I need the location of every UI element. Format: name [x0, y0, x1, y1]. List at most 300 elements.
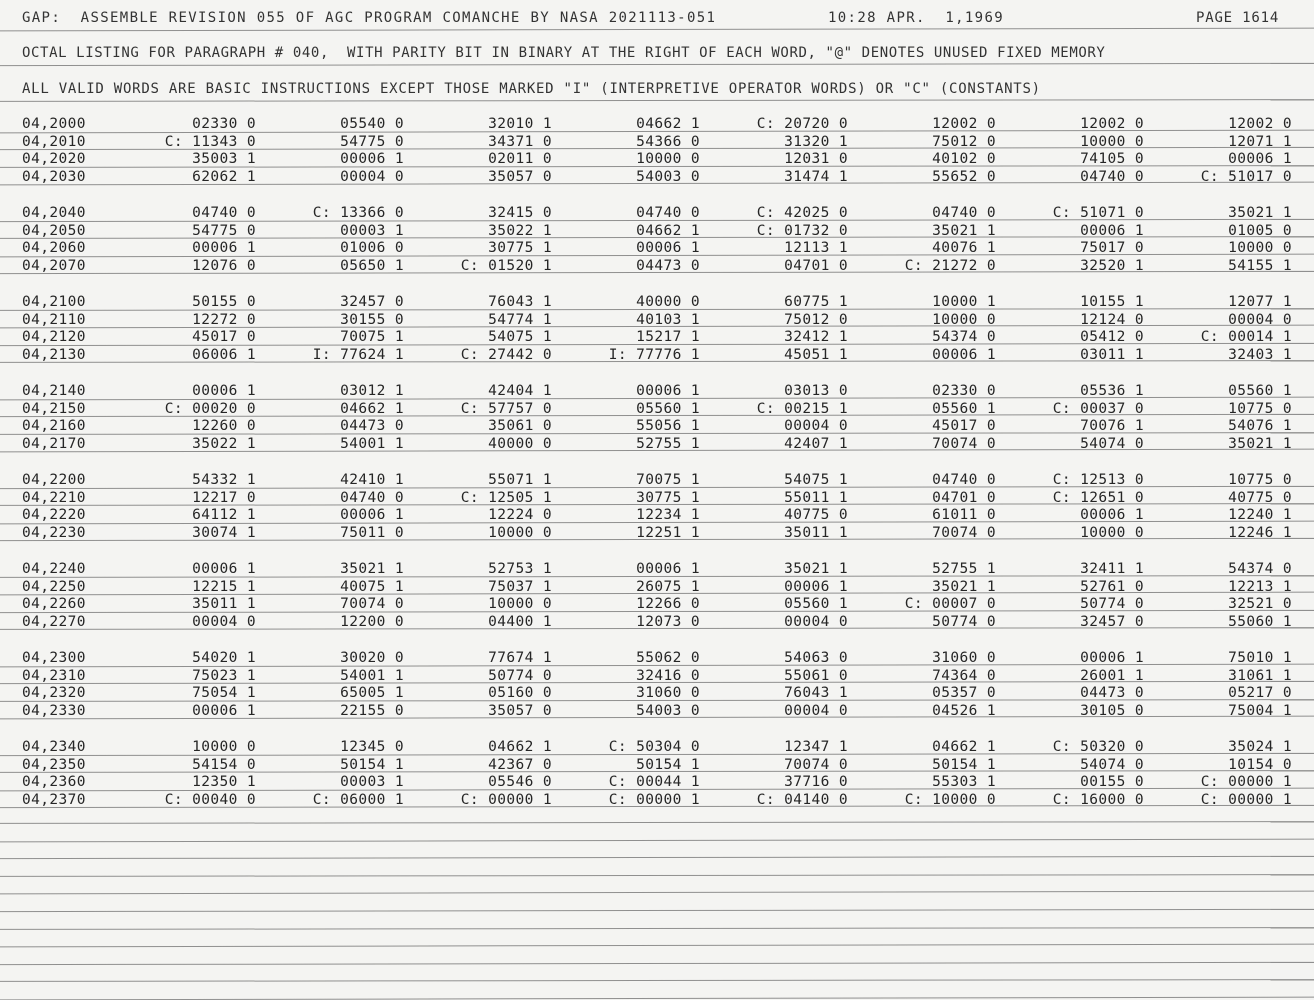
listing-row — [0, 614, 1314, 631]
listing-row — [0, 134, 1314, 151]
octal-word: 12215 1 — [192, 578, 256, 595]
row-address: 04,2260 — [22, 596, 86, 613]
octal-word: 10000 0 — [1080, 133, 1144, 150]
octal-word: 54020 1 — [192, 650, 256, 666]
listing-row — [0, 739, 1314, 756]
header-timestamp: 10:28 APR. 1,1969 — [828, 10, 1005, 26]
octal-word: 32415 0 — [488, 205, 552, 221]
octal-word: 00006 1 — [340, 151, 404, 168]
octal-word: 31474 1 — [784, 168, 848, 185]
octal-word: 03012 1 — [340, 383, 404, 399]
octal-word: 35024 1 — [1228, 739, 1292, 755]
listing-row — [0, 525, 1314, 542]
octal-word: 54374 0 — [1228, 561, 1292, 577]
octal-word: 54332 1 — [192, 472, 256, 488]
row-address: 04,2200 — [22, 472, 86, 488]
octal-word: 55060 1 — [1228, 613, 1292, 630]
octal-word: 04473 0 — [636, 257, 700, 274]
octal-word: 54074 0 — [1080, 435, 1144, 452]
octal-word: 00006 1 — [784, 578, 848, 595]
listing-row — [0, 312, 1314, 329]
octal-word: 32412 1 — [784, 329, 848, 346]
octal-word: 50774 0 — [1080, 596, 1144, 613]
octal-word: 00006 1 — [192, 383, 256, 399]
octal-word: 01005 0 — [1228, 222, 1292, 239]
row-address: 04,2360 — [22, 774, 86, 791]
octal-word: 12002 0 — [932, 116, 996, 132]
octal-word: C: 00044 1 — [608, 774, 700, 791]
octal-word: 00155 0 — [1080, 774, 1144, 791]
row-address: 04,2020 — [22, 151, 86, 168]
octal-word: 45051 1 — [784, 346, 848, 363]
octal-word: 04740 0 — [340, 489, 404, 506]
octal-word: C: 27442 0 — [460, 346, 552, 363]
row-address: 04,2350 — [22, 756, 86, 773]
octal-word: 12077 1 — [1228, 294, 1292, 310]
ruled-line — [0, 99, 1314, 102]
octal-word: 00006 1 — [636, 240, 700, 257]
header-valid-words-note: ALL VALID WORDS ARE BASIC INSTRUCTIONS EXCEPT THOSE MARKED "I" (INTERPRETIVE OPERATOR WORDS) OR "C" (CONSTANTS) — [22, 81, 1041, 97]
octal-word: 12240 1 — [1228, 507, 1292, 524]
octal-word: 54003 0 — [636, 702, 700, 719]
row-address: 04,2150 — [22, 400, 86, 417]
octal-word: 35021 1 — [784, 561, 848, 577]
octal-word: 42404 1 — [488, 383, 552, 399]
octal-word: 60775 1 — [784, 294, 848, 310]
octal-word: 12200 0 — [340, 613, 404, 630]
row-address: 04,2170 — [22, 435, 86, 452]
octal-word: 30775 1 — [488, 240, 552, 257]
octal-word: 12213 1 — [1228, 578, 1292, 595]
octal-word: C: 12651 0 — [1052, 489, 1144, 506]
octal-word: 40775 0 — [1228, 489, 1292, 506]
ruled-line — [0, 979, 1314, 982]
listing-row — [0, 223, 1314, 240]
octal-word: 04473 0 — [1080, 685, 1144, 702]
octal-word: 05536 1 — [1080, 383, 1144, 399]
octal-word: C: 00020 0 — [164, 400, 256, 417]
octal-word: C: 00000 1 — [608, 791, 700, 808]
octal-word: 35021 1 — [932, 222, 996, 239]
octal-word: 54775 0 — [340, 133, 404, 150]
octal-word: 35011 1 — [784, 524, 848, 541]
octal-word: 01006 0 — [340, 240, 404, 257]
octal-word: 75010 1 — [1228, 650, 1292, 666]
octal-word: 75012 0 — [784, 311, 848, 328]
octal-word: 54154 0 — [192, 756, 256, 773]
header-assembly-title: GAP: ASSEMBLE REVISION 055 OF AGC PROGRAM COMANCHE BY NASA 2021113-051 — [22, 10, 717, 26]
octal-word: 75004 1 — [1228, 702, 1292, 719]
octal-word: 70074 0 — [932, 435, 996, 452]
octal-word: 34371 0 — [488, 133, 552, 150]
octal-word: 70076 1 — [1080, 418, 1144, 435]
octal-word: 42367 0 — [488, 756, 552, 773]
ruled-line — [0, 944, 1314, 948]
listing-row — [0, 596, 1314, 613]
octal-word: 35021 1 — [1228, 435, 1292, 452]
octal-word: 02330 0 — [932, 383, 996, 399]
octal-word: C: 13366 0 — [312, 205, 404, 221]
octal-word: 70074 0 — [784, 756, 848, 773]
octal-word: C: 21272 0 — [904, 257, 996, 274]
row-address: 04,2100 — [22, 294, 86, 310]
octal-word: I: 77624 1 — [312, 346, 404, 363]
octal-word: 76043 1 — [784, 685, 848, 702]
listing-row — [0, 472, 1314, 489]
row-address: 04,2120 — [22, 329, 86, 346]
octal-word: 50154 1 — [636, 756, 700, 773]
octal-word: 64112 1 — [192, 507, 256, 524]
header-octal-listing-note: OCTAL LISTING FOR PARAGRAPH # 040, WITH PARITY BIT IN BINARY AT THE RIGHT OF EACH WORD, "@" DENOTES UNUSED FIXED MEMORY — [22, 45, 1106, 61]
octal-word: 10000 0 — [636, 151, 700, 168]
octal-word: 50774 0 — [932, 613, 996, 630]
octal-word: 10775 0 — [1228, 472, 1292, 488]
octal-word: 12031 0 — [784, 151, 848, 168]
octal-word: 31061 1 — [1228, 667, 1292, 684]
octal-word: 00004 0 — [340, 168, 404, 185]
octal-word: 10000 0 — [1228, 240, 1292, 257]
octal-word: C: 00037 0 — [1052, 400, 1144, 417]
octal-word: 00004 0 — [1228, 311, 1292, 328]
octal-word: C: 10000 0 — [904, 791, 996, 808]
octal-word: 54075 1 — [784, 472, 848, 488]
listing-row — [0, 347, 1314, 364]
octal-word: 12071 1 — [1228, 133, 1292, 150]
octal-word: 70074 0 — [932, 524, 996, 541]
octal-word: 10000 0 — [1080, 524, 1144, 541]
octal-word: C: 01520 1 — [460, 257, 552, 274]
octal-word: 12260 0 — [192, 418, 256, 435]
row-address: 04,2130 — [22, 346, 86, 363]
octal-word: 40000 0 — [488, 435, 552, 452]
octal-word: 35061 0 — [488, 418, 552, 435]
octal-word: 31060 0 — [932, 650, 996, 666]
listing-row — [0, 329, 1314, 346]
ruled-line — [0, 927, 1314, 930]
ruled-line — [0, 856, 1314, 859]
octal-word: 55011 1 — [784, 489, 848, 506]
listing-row — [0, 757, 1314, 774]
octal-word: 06006 1 — [192, 346, 256, 363]
row-address: 04,2250 — [22, 578, 86, 595]
octal-word: 55062 0 — [636, 650, 700, 666]
octal-word: 32010 1 — [488, 116, 552, 132]
octal-word: C: 12513 0 — [1052, 472, 1144, 488]
row-address: 04,2010 — [22, 133, 86, 150]
octal-word: 50154 1 — [932, 756, 996, 773]
octal-word: 65005 1 — [340, 685, 404, 702]
octal-word: 40103 1 — [636, 311, 700, 328]
octal-word: 12266 0 — [636, 596, 700, 613]
header-page-number: PAGE 1614 — [1196, 10, 1280, 26]
ruled-line — [0, 909, 1314, 912]
octal-word: 12345 0 — [340, 739, 404, 755]
octal-word: 77674 1 — [488, 650, 552, 666]
octal-word: 00004 0 — [192, 613, 256, 630]
listing-row — [0, 294, 1314, 311]
listing-row — [0, 169, 1314, 186]
row-address: 04,2030 — [22, 168, 86, 185]
octal-word: 00006 1 — [192, 561, 256, 577]
octal-word: 26001 1 — [1080, 667, 1144, 684]
octal-word: 32403 1 — [1228, 346, 1292, 363]
octal-word: 75037 1 — [488, 578, 552, 595]
octal-word: 10000 0 — [488, 524, 552, 541]
octal-word: 02330 0 — [192, 116, 256, 132]
listing-row — [0, 561, 1314, 578]
octal-word: C: 16000 0 — [1052, 791, 1144, 808]
octal-word: 04740 0 — [932, 205, 996, 221]
octal-word: 00006 1 — [1080, 507, 1144, 524]
octal-word: 50774 0 — [488, 667, 552, 684]
octal-word: 12246 1 — [1228, 524, 1292, 541]
octal-word: 30074 1 — [192, 524, 256, 541]
octal-word: 12124 0 — [1080, 311, 1144, 328]
octal-word: 35057 0 — [488, 168, 552, 185]
octal-word: 04662 1 — [932, 739, 996, 755]
octal-word: 04740 0 — [192, 205, 256, 221]
row-address: 04,2370 — [22, 791, 86, 808]
listing-row — [0, 418, 1314, 435]
octal-word: 12251 1 — [636, 524, 700, 541]
octal-word: C: 51071 0 — [1052, 205, 1144, 221]
octal-word: 55652 0 — [932, 168, 996, 185]
octal-word: 05357 0 — [932, 685, 996, 702]
octal-word: 54003 0 — [636, 168, 700, 185]
octal-word: 32457 0 — [340, 294, 404, 310]
octal-word: 10000 0 — [488, 596, 552, 613]
octal-word: 03013 0 — [784, 383, 848, 399]
octal-word: 00006 1 — [1228, 151, 1292, 168]
octal-word: 35003 1 — [192, 151, 256, 168]
octal-word: C: 11343 0 — [164, 133, 256, 150]
octal-word: C: 42025 0 — [756, 205, 848, 221]
octal-word: 55061 0 — [784, 667, 848, 684]
octal-word: 62062 1 — [192, 168, 256, 185]
octal-word: 12002 0 — [1228, 116, 1292, 132]
row-address: 04,2040 — [22, 205, 86, 221]
listing-row — [0, 668, 1314, 685]
row-address: 04,2340 — [22, 739, 86, 755]
octal-word: 35022 1 — [192, 435, 256, 452]
ruled-line — [0, 891, 1314, 895]
octal-word: 12234 1 — [636, 507, 700, 524]
octal-word: 61011 0 — [932, 507, 996, 524]
octal-word: 75023 1 — [192, 667, 256, 684]
octal-word: 05412 0 — [1080, 329, 1144, 346]
octal-word: 03011 1 — [1080, 346, 1144, 363]
listing-row — [0, 205, 1314, 222]
octal-word: 52755 1 — [932, 561, 996, 577]
octal-word: 55071 1 — [488, 472, 552, 488]
listing-row — [0, 401, 1314, 418]
octal-word: 35057 0 — [488, 702, 552, 719]
octal-word: 05560 1 — [784, 596, 848, 613]
octal-word: 05650 1 — [340, 257, 404, 274]
octal-word: 74364 0 — [932, 667, 996, 684]
octal-word: C: 00215 1 — [756, 400, 848, 417]
octal-word: 70074 0 — [340, 596, 404, 613]
octal-word: 32457 0 — [1080, 613, 1144, 630]
octal-word: C: 04140 0 — [756, 791, 848, 808]
octal-word: C: 06000 1 — [312, 791, 404, 808]
octal-word: 31320 1 — [784, 133, 848, 150]
octal-word: 30020 0 — [340, 650, 404, 666]
octal-word: 52755 1 — [636, 435, 700, 452]
octal-word: C: 00014 1 — [1200, 329, 1292, 346]
row-address: 04,2300 — [22, 650, 86, 666]
octal-word: 35022 1 — [488, 222, 552, 239]
octal-word: 12350 1 — [192, 774, 256, 791]
octal-word: 00006 1 — [636, 561, 700, 577]
octal-word: 50154 1 — [340, 756, 404, 773]
listing-row — [0, 507, 1314, 524]
octal-word: 35021 1 — [340, 561, 404, 577]
octal-word: 35011 1 — [192, 596, 256, 613]
octal-word: 04701 0 — [784, 257, 848, 274]
row-address: 04,2140 — [22, 383, 86, 399]
listing-row — [0, 703, 1314, 720]
octal-word: 04662 1 — [636, 116, 700, 132]
octal-word: 54074 0 — [1080, 756, 1144, 773]
row-address: 04,2060 — [22, 240, 86, 257]
octal-word: 02011 0 — [488, 151, 552, 168]
listing-row — [0, 258, 1314, 275]
listing-row — [0, 685, 1314, 702]
octal-word: 52761 0 — [1080, 578, 1144, 595]
octal-word: 12073 0 — [636, 613, 700, 630]
octal-word: 04740 0 — [636, 205, 700, 221]
octal-word: C: 50304 0 — [608, 739, 700, 755]
row-address: 04,2050 — [22, 222, 86, 239]
octal-word: 05160 0 — [488, 685, 552, 702]
row-address: 04,2210 — [22, 489, 86, 506]
octal-word: 54374 0 — [932, 329, 996, 346]
octal-word: 50155 0 — [192, 294, 256, 310]
row-address: 04,2270 — [22, 613, 86, 630]
octal-word: 10775 0 — [1228, 400, 1292, 417]
listing-row — [0, 650, 1314, 667]
ruled-line — [0, 997, 1314, 1000]
octal-word: 55303 1 — [932, 774, 996, 791]
octal-word: 30105 0 — [1080, 702, 1144, 719]
octal-word: 12347 1 — [784, 739, 848, 755]
octal-word: 30775 1 — [636, 489, 700, 506]
listing-row — [0, 436, 1314, 453]
octal-word: 54155 1 — [1228, 257, 1292, 274]
octal-word: 04400 1 — [488, 613, 552, 630]
octal-word: 05560 1 — [636, 400, 700, 417]
octal-word: 42407 1 — [784, 435, 848, 452]
octal-word: 00006 1 — [932, 346, 996, 363]
octal-word: 04662 1 — [340, 400, 404, 417]
octal-word: 32521 0 — [1228, 596, 1292, 613]
octal-word: 12224 0 — [488, 507, 552, 524]
octal-word: 05560 1 — [932, 400, 996, 417]
octal-word: 54001 1 — [340, 667, 404, 684]
ruled-line — [0, 874, 1314, 877]
octal-word: 55056 1 — [636, 418, 700, 435]
octal-word: 40076 1 — [932, 240, 996, 257]
octal-word: 75011 0 — [340, 524, 404, 541]
octal-word: 05560 1 — [1228, 383, 1292, 399]
row-address: 04,2330 — [22, 702, 86, 719]
row-address: 04,2000 — [22, 116, 86, 132]
octal-word: 31060 0 — [636, 685, 700, 702]
octal-word: 00006 1 — [340, 507, 404, 524]
octal-word: 04740 0 — [932, 472, 996, 488]
row-address: 04,2220 — [22, 507, 86, 524]
listing-row — [0, 774, 1314, 791]
octal-word: 12076 0 — [192, 257, 256, 274]
row-address: 04,2320 — [22, 685, 86, 702]
octal-word: 42410 1 — [340, 472, 404, 488]
octal-word: 54774 1 — [488, 311, 552, 328]
octal-word: C: 57757 0 — [460, 400, 552, 417]
octal-word: 00004 0 — [784, 613, 848, 630]
octal-word: 12272 0 — [192, 311, 256, 328]
octal-word: 04473 0 — [340, 418, 404, 435]
octal-word: 04701 0 — [932, 489, 996, 506]
octal-word: 54076 1 — [1228, 418, 1292, 435]
row-address: 04,2230 — [22, 524, 86, 541]
row-address: 04,2240 — [22, 561, 86, 577]
octal-word: 54775 0 — [192, 222, 256, 239]
octal-word: C: 00000 1 — [1200, 774, 1292, 791]
octal-word: 00006 1 — [1080, 222, 1144, 239]
octal-word: 75017 0 — [1080, 240, 1144, 257]
octal-word: 40000 0 — [636, 294, 700, 310]
octal-word: C: 00000 1 — [460, 791, 552, 808]
octal-word: 32411 1 — [1080, 561, 1144, 577]
octal-word: 00003 1 — [340, 774, 404, 791]
octal-word: 10154 0 — [1228, 756, 1292, 773]
octal-word: C: 12505 1 — [460, 489, 552, 506]
octal-word: 04662 1 — [636, 222, 700, 239]
octal-word: 15217 1 — [636, 329, 700, 346]
row-address: 04,2310 — [22, 667, 86, 684]
octal-word: 45017 0 — [932, 418, 996, 435]
octal-word: 70075 1 — [340, 329, 404, 346]
octal-word: 74105 0 — [1080, 151, 1144, 168]
octal-word: 54366 0 — [636, 133, 700, 150]
octal-word: 10155 1 — [1080, 294, 1144, 310]
octal-word: C: 50320 0 — [1052, 739, 1144, 755]
ruled-line — [0, 962, 1314, 965]
octal-word: C: 00000 1 — [1200, 791, 1292, 808]
octal-word: 54001 1 — [340, 435, 404, 452]
octal-word: 04662 1 — [488, 739, 552, 755]
octal-word: 12217 0 — [192, 489, 256, 506]
octal-word: C: 00007 0 — [904, 596, 996, 613]
listing-row — [0, 792, 1314, 809]
octal-word: 26075 1 — [636, 578, 700, 595]
octal-word: 00006 1 — [192, 702, 256, 719]
octal-word: 00004 0 — [784, 702, 848, 719]
ruled-line — [0, 821, 1314, 824]
octal-word: 10000 0 — [192, 739, 256, 755]
row-address: 04,2070 — [22, 257, 86, 274]
octal-word: 35021 1 — [1228, 205, 1292, 221]
listing-row — [0, 240, 1314, 257]
octal-word: 00006 1 — [636, 383, 700, 399]
octal-word: 54075 1 — [488, 329, 552, 346]
octal-word: 40775 0 — [784, 507, 848, 524]
octal-word: 37716 0 — [784, 774, 848, 791]
listing-row — [0, 151, 1314, 168]
octal-word: 54063 0 — [784, 650, 848, 666]
octal-word: 75054 1 — [192, 685, 256, 702]
